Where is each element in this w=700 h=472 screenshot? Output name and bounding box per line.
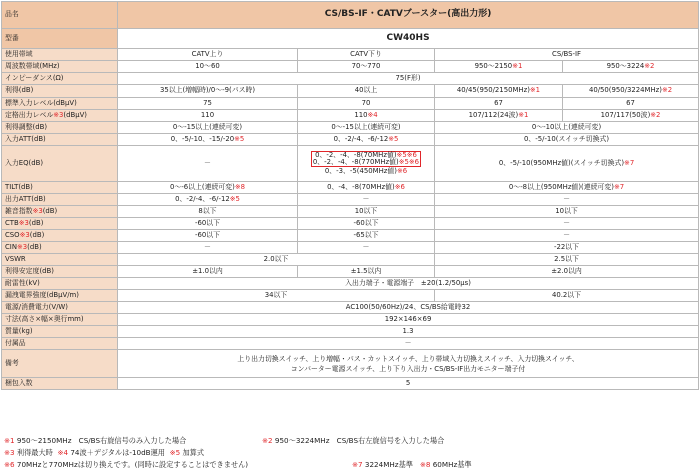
footnote-text: 950～3224MHz CS/BS右左旋信号を入力した場合	[274, 436, 445, 445]
note-mark: ※5	[229, 194, 240, 203]
row-rated-output	[2, 110, 699, 122]
note-mark: ※3	[19, 230, 30, 239]
row-std-input	[2, 98, 699, 110]
note-mark: ※3	[53, 110, 64, 119]
tilt-label: TILT(dB)	[2, 182, 118, 194]
row-gain-stability	[2, 266, 699, 278]
col-catv-down: CATV下り	[298, 49, 435, 61]
note-mark: ※8	[419, 460, 431, 469]
gain-stability-catv-up: ±1.0以内	[118, 266, 298, 278]
freq-csbs-b	[563, 61, 699, 73]
vswr-csbs: 2.5以下	[435, 254, 699, 266]
label-unit: (dBμV)	[63, 110, 87, 119]
rated-output-catv-up: 110	[118, 110, 298, 122]
gain-stability-csbs: ±2.0以内	[435, 266, 699, 278]
footnote-line-2	[4, 448, 204, 458]
gain-adj-catv-up: 0～-15以上(連続可変)	[118, 122, 298, 134]
row-tilt	[2, 182, 699, 194]
cso-catv-up: -60以下	[118, 230, 298, 242]
freq-csbs-b-value: 950～3224	[606, 61, 645, 70]
freq-csbs-a	[435, 61, 563, 73]
input-att-catv-down	[298, 134, 435, 146]
value-text: 0、-2、-4、-8(770MHz値)	[312, 158, 399, 167]
row-band	[2, 49, 699, 61]
input-eq-label: 入力EQ(dB)	[2, 146, 118, 182]
gain-label: 利得(dB)	[2, 85, 118, 98]
packing-label: 梱包入数	[2, 378, 118, 390]
power-value: AC100(50/60Hz)/24、CS/BS給電時32	[118, 302, 699, 314]
cso-catv-down: -65以下	[298, 230, 435, 242]
label-unit: (dB)	[28, 218, 44, 227]
row-cin	[2, 242, 699, 254]
row-withstand	[2, 278, 699, 290]
input-att-label: 入力ATT(dB)	[2, 134, 118, 146]
std-input-catv-up: 75	[118, 98, 298, 110]
spec-table	[1, 1, 699, 390]
footnote-text: 3224MHz基準	[364, 460, 413, 469]
cin-csbs: -22以下	[435, 242, 699, 254]
label-text: 定格出力レベル	[5, 110, 54, 119]
footnote-line-3b	[352, 460, 472, 470]
dimensions-label: 寸法(高さ×幅×奥行mm)	[2, 314, 118, 326]
value-text: 107/112(24波)	[468, 110, 519, 119]
gain-adj-label: 利得調整(dB)	[2, 122, 118, 134]
label-unit: (dB)	[29, 230, 45, 239]
gain-csbs-b	[563, 85, 699, 98]
note-mark: ※6	[394, 182, 405, 191]
note-mark: ※2	[661, 86, 673, 95]
ctb-label	[2, 218, 118, 230]
label-text: CIN	[5, 242, 17, 251]
dimensions-value: 192×146×69	[118, 314, 699, 326]
note-mark: ※2	[262, 436, 273, 445]
rated-output-label	[2, 110, 118, 122]
ctb-catv-down: -60以下	[298, 218, 435, 230]
row-cso	[2, 230, 699, 242]
freq-label: 周波数帯域(MHz)	[2, 61, 118, 73]
value-text: 107/117(50波)	[600, 110, 651, 119]
output-att-catv-up	[118, 194, 298, 206]
note-mark: ※8	[234, 182, 246, 191]
note-mark: ※6	[4, 460, 15, 469]
gain-stability-catv-down: ±1.5以内	[298, 266, 435, 278]
footnote-line-1	[4, 436, 186, 446]
note-mark: ※5	[169, 448, 181, 457]
remarks-label: 備考	[2, 350, 118, 378]
output-att-catv-down: －	[298, 194, 435, 206]
freq-csbs-a-value: 950～2150	[474, 61, 513, 70]
std-input-catv-down: 70	[298, 98, 435, 110]
vswr-label: VSWR	[2, 254, 118, 266]
std-input-csbs-a: 67	[435, 98, 563, 110]
gain-csbs-b-value: 40/50(950/3224MHz)	[588, 86, 662, 95]
eq-switch-box	[311, 151, 421, 167]
value-text: 0、-2/-4、-6/-12	[333, 134, 389, 143]
value-text: 0～-6以上(連続可変)	[169, 182, 235, 191]
std-input-label: 標準入力レベル(dBμV)	[2, 98, 118, 110]
col-csbs: CS/BS-IF	[435, 49, 699, 61]
noise-catv-up: 8以下	[118, 206, 298, 218]
row-gain	[2, 85, 699, 98]
value-text: 0、-2、-4、-8(70MHz値)	[315, 151, 397, 160]
freq-catv-up: 10～60	[118, 61, 298, 73]
footnote-line-3	[4, 460, 248, 470]
remarks-line: コンバーター電源スイッチ、上り下り入出力・CS/BS-IF出力モニター端子付	[290, 364, 526, 373]
band-label: 使用帯域	[2, 49, 118, 61]
row-model	[2, 29, 699, 49]
row-leakage	[2, 290, 699, 302]
withstand-value: 入出力端子・電源端子 ±20(1.2/50μs)	[118, 278, 699, 290]
note-mark: ※3	[18, 218, 29, 227]
input-eq-catv-up: －	[118, 146, 298, 182]
note-mark: ※6	[396, 167, 408, 176]
rated-output-catv-down	[298, 110, 435, 122]
value-text: 0、-2/-4、-6/-12	[175, 194, 230, 203]
gain-csbs-a-value: 40/45(950/2150MHz)	[456, 86, 530, 95]
note-mark: ※4	[57, 448, 69, 457]
noise-catv-down: 10以下	[298, 206, 435, 218]
model-number: CW40HS	[118, 29, 699, 49]
label-text: 雑音指数	[5, 206, 33, 215]
accessories-label: 付属品	[2, 338, 118, 350]
input-att-csbs: 0、-5/-10(スイッチ切換式)	[435, 134, 699, 146]
std-input-csbs-b: 67	[563, 98, 699, 110]
col-catv-up: CATV上り	[118, 49, 298, 61]
footnote-text: 70MHzと770MHzは切り換えです。(同時に設定することはできません)	[16, 460, 249, 469]
note-mark: ※5	[234, 134, 245, 143]
row-weight	[2, 326, 699, 338]
gain-adj-csbs: 0～-10以上(連続可変)	[435, 122, 699, 134]
row-dimensions	[2, 314, 699, 326]
note-mark: ※4	[367, 110, 378, 119]
value-text: 0～-8以上(950MHz値)(連続可変)	[508, 182, 614, 191]
note-mark: ※5※6	[398, 158, 420, 167]
value-text: 0、-4、-8(70MHz値)	[327, 182, 395, 191]
row-impedance	[2, 73, 699, 85]
impedance-value: 75(F形)	[118, 73, 699, 85]
cso-csbs: －	[435, 230, 699, 242]
power-label: 電源/消費電力(V/W)	[2, 302, 118, 314]
note-mark: ※1	[518, 110, 529, 119]
row-remarks	[2, 350, 699, 378]
remarks-value	[118, 350, 699, 378]
freq-catv-down: 70～770	[298, 61, 435, 73]
ctb-catv-up: -60以下	[118, 218, 298, 230]
gain-stability-label: 利得安定度(dB)	[2, 266, 118, 278]
row-input-att	[2, 134, 699, 146]
note-mark: ※1	[4, 436, 15, 445]
label-unit: (dB)	[27, 242, 42, 251]
ctb-csbs: －	[435, 218, 699, 230]
product-name-label: 品名	[2, 2, 118, 29]
footnote-2	[262, 436, 444, 446]
accessories-value: －	[118, 338, 699, 350]
gain-adj-catv-down: 0～-15以上(連続可変)	[298, 122, 435, 134]
vswr-catv: 2.0以下	[118, 254, 435, 266]
gain-catv-down: 40以上	[298, 85, 435, 98]
cso-label	[2, 230, 118, 242]
noise-csbs: 10以下	[435, 206, 699, 218]
output-att-label: 出力ATT(dB)	[2, 194, 118, 206]
footnote-text: 74波＋デジタルは-10dB運用	[70, 448, 165, 457]
weight-label: 質量(kg)	[2, 326, 118, 338]
row-noise	[2, 206, 699, 218]
value-text: 0、-5/-10(950MHz値)(スイッチ切換式)	[498, 158, 625, 167]
rated-output-csbs-b	[563, 110, 699, 122]
row-output-att	[2, 194, 699, 206]
input-att-catv-up	[118, 134, 298, 146]
note-mark: ※7	[352, 460, 363, 469]
tilt-csbs	[435, 182, 699, 194]
note-mark: ※5	[388, 134, 399, 143]
note-mark: ※1	[529, 86, 541, 95]
value-text: 0、-3、-5(450MHz値)	[324, 167, 397, 176]
note-mark: ※3	[32, 206, 43, 215]
row-freq	[2, 61, 699, 73]
label-text: CSO	[5, 230, 20, 239]
note-mark: ※2	[644, 61, 655, 70]
noise-label	[2, 206, 118, 218]
note-mark: ※2	[650, 110, 661, 119]
model-label: 型番	[2, 29, 118, 49]
note-mark: ※5※6	[396, 151, 417, 160]
row-power	[2, 302, 699, 314]
row-product-name	[2, 2, 699, 29]
cin-catv-down: －	[298, 242, 435, 254]
value-text: 110	[354, 110, 368, 119]
footnote-text: 利得最大時	[16, 448, 53, 457]
note-mark: ※3	[4, 448, 15, 457]
remarks-line: 上り出力切換スイッチ、上り増幅・パス・カットスイッチ、上り帯域入力切換えスイッチ、入力切換スイッチ、	[237, 354, 579, 363]
note-mark: ※3	[17, 242, 28, 251]
row-accessories	[2, 338, 699, 350]
rated-output-csbs-a	[435, 110, 563, 122]
tilt-catv-down	[298, 182, 435, 194]
input-eq-csbs	[435, 146, 699, 182]
note-mark: ※1	[512, 61, 523, 70]
footnote-text: 60MHz基準	[432, 460, 472, 469]
product-title: CS/BS-IF・CATVブースター(高出力形)	[118, 2, 699, 29]
tilt-catv-up	[118, 182, 298, 194]
leakage-csbs: 40.2以下	[435, 290, 699, 302]
weight-value: 1.3	[118, 326, 699, 338]
cin-label	[2, 242, 118, 254]
row-gain-adj	[2, 122, 699, 134]
note-mark: ※7	[624, 158, 635, 167]
impedance-label: インピーダンス(Ω)	[2, 73, 118, 85]
gain-csbs-a	[435, 85, 563, 98]
value-text: 0、-5/-10、-15/-20	[170, 134, 235, 143]
packing-value: 5	[118, 378, 699, 390]
leakage-catv: 34以下	[118, 290, 435, 302]
label-unit: (dB)	[42, 206, 58, 215]
leakage-label: 漏洩電界強度(dBμV/m)	[2, 290, 118, 302]
row-vswr	[2, 254, 699, 266]
cin-catv-up: －	[118, 242, 298, 254]
row-ctb	[2, 218, 699, 230]
label-text: CTB	[5, 218, 19, 227]
withstand-label: 耐雷性(kV)	[2, 278, 118, 290]
note-mark: ※7	[613, 182, 625, 191]
gain-catv-up: 35以上(増幅時)/0～-9(パス時)	[118, 85, 298, 98]
input-eq-catv-down	[298, 146, 435, 182]
output-att-csbs: －	[435, 194, 699, 206]
footnote-text: 950～2150MHz CS/BS右旋信号のみ入力した場合	[16, 436, 187, 445]
footnote-text: 加算式	[182, 448, 205, 457]
row-input-eq	[2, 146, 699, 182]
row-packing	[2, 378, 699, 390]
